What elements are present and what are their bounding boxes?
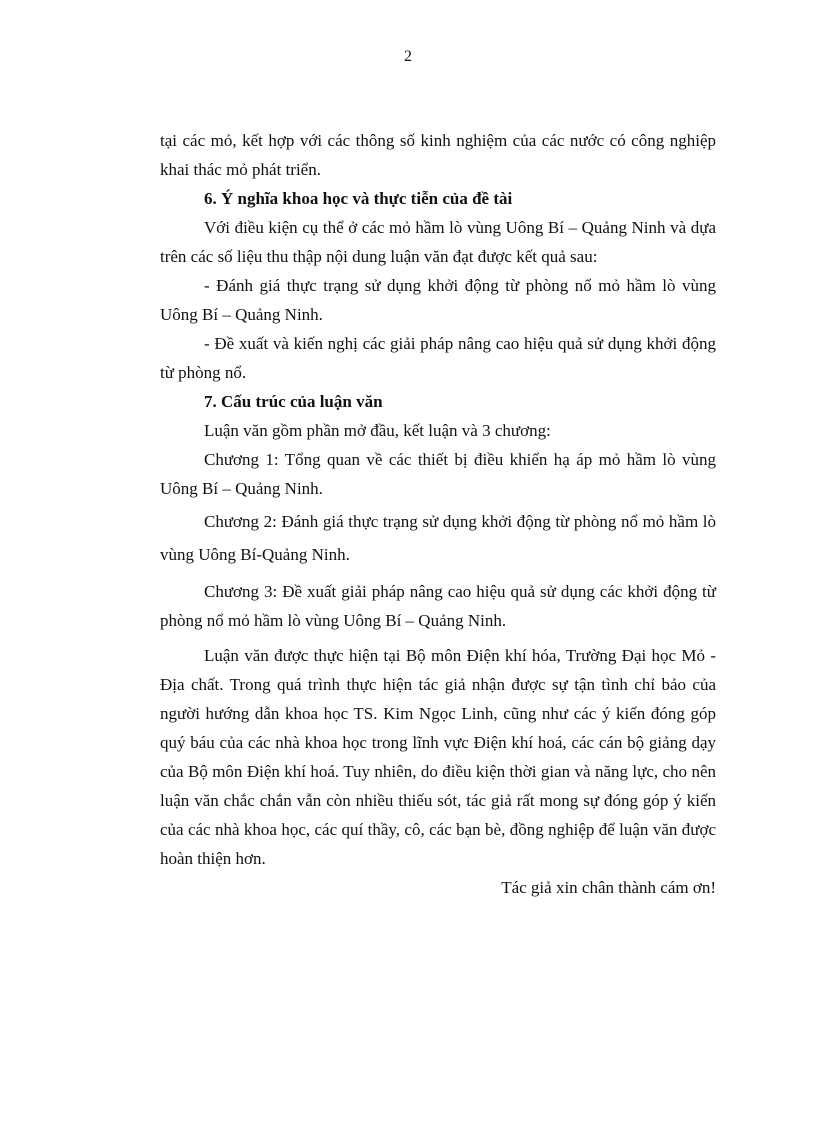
section-6-heading: 6. Ý nghĩa khoa học và thực tiễn của đề tài bbox=[204, 189, 513, 208]
document-body bbox=[160, 126, 716, 902]
chapter-3-paragraph: Chương 3: Đề xuất giải pháp nâng cao hiệu quả sử dụng các khởi động từ phòng nổ mỏ hầm lò vùng Uông Bí – Quảng Ninh. bbox=[160, 582, 716, 630]
result-item-proposal: - Đề xuất và kiến nghị các giải pháp nâng cao hiệu quả sử dụng khởi động từ phòng nổ. bbox=[160, 334, 716, 382]
structure-intro-paragraph: Luận văn gồm phần mở đầu, kết luận và 3 chương: bbox=[204, 421, 551, 440]
page-number: 2 bbox=[404, 48, 412, 65]
chapter-1-paragraph: Chương 1: Tổng quan về các thiết bị điều khiển hạ áp mỏ hầm lò vùng Uông Bí – Quảng Ninh. bbox=[160, 450, 716, 498]
result-item-assessment: - Đánh giá thực trạng sử dụng khởi động từ phòng nổ mỏ hầm lò vùng Uông Bí – Quảng Ninh. bbox=[160, 276, 716, 324]
section-7-heading: 7. Cấu trúc của luận văn bbox=[204, 392, 383, 411]
chapter-2-paragraph: Chương 2: Đánh giá thực trạng sử dụng khởi động từ phòng nổ mỏ hầm lò vùng Uông Bí-Quảng Ninh. bbox=[160, 512, 716, 564]
acknowledgement-paragraph: Luận văn được thực hiện tại Bộ môn Điện khí hóa, Trường Đại học Mỏ - Địa chất. Trong quá trình thực hiện tác giả nhận được sự tận tình chỉ bảo của người hướng dẫn khoa học TS. Kim Ngọc Linh, cũng như các ý kiến đóng góp quý báu của các nhà khoa học trong lĩnh vực Điện khí hoá, các cán bộ giảng dạy của Bộ môn Điện khí hoá. Tuy nhiên, do điều kiện thời gian và năng lực, cho nên luận văn chắc chắn vẫn còn nhiều thiếu sót, tác giả rất mong sự đóng góp ý kiến của các nhà khoa học, các quí thầy, cô, các bạn bè, đồng nghiệp để luận văn được hoàn thiện hơn. bbox=[160, 646, 716, 868]
section-6-paragraph: Với điều kiện cụ thể ở các mỏ hầm lò vùng Uông Bí – Quảng Ninh và dựa trên các số liệu thu thập nội dung luận văn đạt được kết quả sau: bbox=[160, 218, 716, 266]
intro-continuation-paragraph: tại các mỏ, kết hợp với các thông số kinh nghiệm của các nước có công nghiệp khai thác mỏ phát triển. bbox=[160, 131, 716, 179]
closing-signoff: Tác giả xin chân thành cám ơn! bbox=[501, 878, 716, 897]
